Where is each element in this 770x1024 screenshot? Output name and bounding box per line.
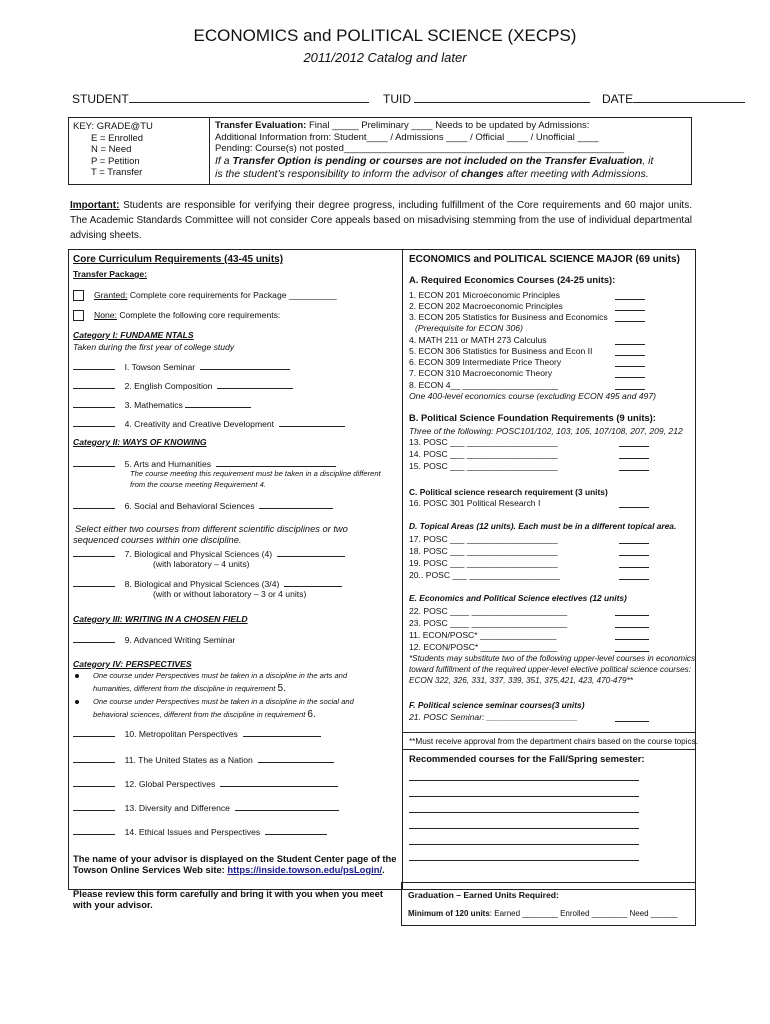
granted-label: Granted: xyxy=(94,290,128,300)
core-req-8[interactable] xyxy=(73,578,342,589)
elective-row[interactable]: 11. ECON/POSC* ________________ xyxy=(409,630,557,640)
core-req-7[interactable] xyxy=(73,548,345,559)
grade-blank[interactable] xyxy=(73,728,115,737)
grade-blank[interactable] xyxy=(615,336,645,345)
transfer-evaluation xyxy=(209,118,691,184)
catalog-subtitle: 2011/2012 Catalog and later xyxy=(303,50,467,65)
req-label: 4. Creativity and Creative Development xyxy=(124,419,275,429)
section-b-subtitle: Three of the following: POSC101/102, 103, 105, 107/108, 207, 209, 212 xyxy=(409,426,683,436)
bullet-icon xyxy=(75,674,79,678)
course-blank[interactable] xyxy=(217,380,293,389)
category-3-heading: Category III: WRITING IN A CHOSEN FIELD xyxy=(73,614,248,624)
section-a-title: A. Required Economics Courses (24-25 units): xyxy=(409,274,616,285)
grade-blank[interactable] xyxy=(619,438,649,447)
req-label: 11. The United States as a Nation xyxy=(124,755,253,765)
perspectives-bullet-2 xyxy=(75,697,354,707)
important-label: Important: xyxy=(70,200,120,211)
granted-option[interactable] xyxy=(73,290,337,301)
key-item: N = Need xyxy=(91,144,132,155)
core-req-6[interactable] xyxy=(73,500,333,511)
grade-blank[interactable] xyxy=(73,578,115,587)
bullet-text: humanities, different from the discipline in requirement xyxy=(93,684,278,693)
core-req-3[interactable] xyxy=(73,399,251,410)
core-req-5[interactable] xyxy=(73,458,336,469)
grade-blank[interactable] xyxy=(615,369,645,378)
econ-prereq-note: (Prerequisite for ECON 306) xyxy=(415,323,523,333)
req-label: 10. Metropolitan Perspectives xyxy=(124,729,238,739)
grade-blank[interactable] xyxy=(73,548,115,557)
posc-course-row[interactable]: 19. POSC ___ ___________________ xyxy=(409,558,558,568)
grade-blank[interactable] xyxy=(73,361,115,370)
transfer-line-3: Pending: Course(s) not posted_____________________________________________________ xyxy=(215,143,624,154)
elective-row[interactable]: 12. ECON/POSC* ________________ xyxy=(409,642,558,652)
grade-blank[interactable] xyxy=(619,547,649,556)
course-blank[interactable] xyxy=(243,728,321,737)
section-d-title: D. Topical Areas (12 units). Each must be in a different topical area. xyxy=(409,521,677,531)
key-item: T = Transfer xyxy=(91,167,143,178)
grade-blank[interactable] xyxy=(615,381,645,390)
recommended-course-line[interactable] xyxy=(409,772,639,781)
key-item: E = Enrolled xyxy=(91,132,144,144)
grade-blank[interactable] xyxy=(73,399,115,408)
student-field[interactable] xyxy=(72,92,369,106)
transfer-note-2 xyxy=(215,168,686,181)
course-blank[interactable] xyxy=(279,418,345,427)
req-5-note-2: from the course meeting Requirement 4. xyxy=(130,480,266,489)
transfer-line-1 xyxy=(215,120,686,132)
science-note-2: sequenced courses within one discipline. xyxy=(73,535,242,545)
grade-blank[interactable] xyxy=(73,754,115,763)
grade-blank[interactable] xyxy=(615,619,649,628)
advisor-note-2 xyxy=(73,865,385,875)
grade-blank[interactable] xyxy=(619,535,649,544)
course-blank[interactable] xyxy=(235,802,339,811)
note-text: is the student’s responsibility to inform the advisor of xyxy=(215,167,462,180)
grade-key xyxy=(73,121,207,179)
section-f-title: F. Political science seminar courses(3 units) xyxy=(409,700,585,710)
grade-blank[interactable] xyxy=(615,643,649,652)
req-label: 2. English Composition xyxy=(124,381,213,391)
bullet-text: One course under Perspectives must be taken in a discipline in the social and xyxy=(93,697,354,706)
core-req-10[interactable] xyxy=(73,728,321,739)
key-title: KEY: GRADE@TU xyxy=(73,121,153,132)
req-label: I. Towson Seminar xyxy=(124,362,196,372)
grade-blank[interactable] xyxy=(73,418,115,427)
recommended-course-line[interactable] xyxy=(409,788,639,797)
core-req-2[interactable] xyxy=(73,380,293,391)
grade-blank[interactable] xyxy=(619,499,649,508)
advisor-text: Towson Online Services Web site: xyxy=(73,864,228,875)
posc-course-row[interactable]: 18. POSC ___ ___________________ xyxy=(409,546,558,556)
none-label: None: xyxy=(94,310,117,320)
course-blank[interactable] xyxy=(185,399,251,408)
column-divider xyxy=(402,250,403,889)
grade-blank[interactable] xyxy=(619,559,649,568)
grade-blank[interactable] xyxy=(619,450,649,459)
note-text-bold: Transfer Option is pending or courses are not included on the Transfer Evaluation xyxy=(232,154,643,167)
core-req-11[interactable] xyxy=(73,754,334,765)
econ-course-row: 3. ECON 205 Statistics for Business and Economics xyxy=(409,312,608,322)
recommended-course-line[interactable] xyxy=(409,836,639,845)
req-label: 9. Advanced Writing Seminar xyxy=(124,635,236,645)
req-label: 5. Arts and Humanities xyxy=(124,459,212,469)
econ-course-row: 1. ECON 201 Microeconomic Principles xyxy=(409,290,560,300)
grade-blank[interactable] xyxy=(73,826,115,835)
course-blank[interactable] xyxy=(258,754,334,763)
grade-blank[interactable] xyxy=(615,347,645,356)
transfer-line-1-rest: Final _____ Preliminary ____ Needs to be updated by Admissions: xyxy=(306,120,590,131)
grade-blank[interactable] xyxy=(615,302,645,311)
econ-course-row: 6. ECON 309 Intermediate Price Theory xyxy=(409,357,562,367)
course-blank[interactable] xyxy=(265,826,327,835)
perspectives-bullet-1-cont xyxy=(93,684,286,694)
course-blank[interactable] xyxy=(200,361,290,370)
granted-text: Complete core requirements for Package __________ xyxy=(127,290,337,300)
grade-blank[interactable] xyxy=(73,802,115,811)
granted-checkbox[interactable] xyxy=(73,290,84,301)
section-divider xyxy=(402,732,695,733)
posc-course-row[interactable]: 15. POSC ___ ___________________ xyxy=(409,461,558,471)
key-transfer-box xyxy=(68,117,692,185)
grade-blank[interactable] xyxy=(615,313,645,322)
advisor-text: . xyxy=(382,864,385,875)
recommended-course-line[interactable] xyxy=(409,804,639,813)
min-units-label: Minimum of 120 units xyxy=(408,909,490,918)
grade-blank[interactable] xyxy=(619,571,649,580)
recommended-course-line[interactable] xyxy=(409,820,639,829)
category-4-heading: Category IV: PERSPECTIVES xyxy=(73,659,192,669)
category-1-heading: Category I: FUNDAME NTALS xyxy=(73,330,194,340)
review-note-1: Please review this form carefully and bring it with you when you meet xyxy=(73,888,383,899)
core-req-9[interactable] xyxy=(73,634,235,645)
note-text: after meeting with Admissions. xyxy=(503,167,649,180)
none-text: Complete the following core requirements: xyxy=(116,310,281,320)
elective-note-3: ECON 322, 326, 331, 337, 339, 351, 375,421, 423, 470-479** xyxy=(409,676,633,685)
econ-400-note: One 400-level economics course (excluding ECON 495 and 497) xyxy=(409,391,656,401)
bullet-number: 6. xyxy=(307,709,316,720)
category-1-note: Taken during the first year of college study xyxy=(73,342,235,352)
course-blank[interactable] xyxy=(216,458,336,467)
perspectives-bullet-1 xyxy=(75,671,347,681)
important-text: Students are responsible for verifying their degree progress, including fulfillment of the Core requirements and 60 major units. The Academic Standards Committee will not consider Core appeals based on misadvising stemming from the use of individual departmental advising sheets. xyxy=(70,200,692,241)
note-text: , it xyxy=(642,154,654,167)
req-label: 3. Mathematics xyxy=(124,400,183,410)
date-field[interactable] xyxy=(602,92,745,106)
req-label: 6. Social and Behavioral Sciences xyxy=(124,501,255,511)
req-7-sub: (with laboratory – 4 units) xyxy=(153,559,250,569)
date-label: DATE xyxy=(602,92,634,106)
bullet-icon xyxy=(75,700,79,704)
posc-course-row[interactable]: 13. POSC ___ ___________________ xyxy=(409,437,558,447)
none-checkbox[interactable] xyxy=(73,310,84,321)
grade-blank[interactable] xyxy=(73,380,115,389)
req-5-note-1: The course meeting this requirement must be taken in a discipline different xyxy=(130,469,381,478)
req-label: 13. Diversity and Difference xyxy=(124,803,230,813)
posc-course-row[interactable]: 20.. POSC ___ ___________________ xyxy=(409,570,560,580)
req-label: 8. Biological and Physical Sciences (3/4) xyxy=(124,579,280,589)
student-blank[interactable] xyxy=(129,94,369,103)
major-heading: ECONOMICS and POLITICAL SCIENCE MAJOR (69 units) xyxy=(409,254,680,265)
towson-login-link[interactable]: https://inside.towson.edu/psLogin/ xyxy=(227,864,383,875)
note-text-bold: changes xyxy=(461,167,504,180)
grade-blank[interactable] xyxy=(73,458,115,467)
grade-blank[interactable] xyxy=(615,358,645,367)
req-label: 14. Ethical Issues and Perspectives xyxy=(124,827,261,837)
graduation-units[interactable] xyxy=(408,909,678,919)
recommended-courses-title: Recommended courses for the Fall/Spring semester: xyxy=(409,753,645,764)
advisor-note-1: The name of your advisor is displayed on the Student Center page of the xyxy=(73,853,397,864)
note-text: If a xyxy=(215,154,233,167)
grade-blank[interactable] xyxy=(615,607,649,616)
posc-seminar-row[interactable]: 21. POSC Seminar: ___________________ xyxy=(409,712,578,722)
req-label: 7. Biological and Physical Sciences (4) xyxy=(124,549,273,559)
posc-course-row[interactable]: 17. POSC ___ ___________________ xyxy=(409,534,558,544)
section-divider xyxy=(402,749,695,750)
posc-course-row[interactable]: 14. POSC ___ ___________________ xyxy=(409,449,558,459)
core-req-14[interactable] xyxy=(73,826,327,837)
important-notice xyxy=(70,198,692,243)
econ-course-row: 7. ECON 310 Macroeconomic Theory xyxy=(409,368,553,378)
elective-note-1: *Students may substitute two of the following upper-level courses in economics xyxy=(409,654,696,663)
form-title: ECONOMICS and POLITICAL SCIENCE (XECPS) xyxy=(193,26,577,45)
tuid-label: TUID xyxy=(383,92,411,106)
grade-blank[interactable] xyxy=(619,462,649,471)
grade-blank[interactable] xyxy=(73,500,115,509)
course-blank[interactable] xyxy=(277,548,345,557)
tuid-field[interactable] xyxy=(383,92,590,106)
posc-301-row: 16. POSC 301 Political Research I xyxy=(409,498,541,508)
core-req-13[interactable] xyxy=(73,802,339,813)
review-note-2: with your advisor. xyxy=(73,899,153,910)
key-item: P = Petition xyxy=(91,155,140,167)
elective-note-2: toward fulfillment of the required upper-level elective political science courses: xyxy=(409,665,692,674)
econ-course-row: 5. ECON 306 Statistics for Business and Econ II xyxy=(409,346,593,356)
perspectives-bullet-2-cont xyxy=(93,710,316,720)
student-label: STUDENT xyxy=(72,92,129,106)
section-b-title: B. Political Science Foundation Requirements (9 units): xyxy=(409,412,656,423)
core-heading: Core Curriculum Requirements (43-45 units) xyxy=(73,254,284,265)
transfer-note-1 xyxy=(215,155,686,168)
grade-blank[interactable] xyxy=(615,291,645,300)
core-req-1[interactable] xyxy=(73,361,290,372)
req-8-sub: (with or without laboratory – 3 or 4 units) xyxy=(153,589,307,599)
grade-blank[interactable] xyxy=(615,713,649,722)
units-fields: : Earned ________ Enrolled ________ Need ______ xyxy=(489,909,678,918)
bullet-number: 5. xyxy=(277,683,286,694)
section-c-title: C. Political science research requirement (3 units) xyxy=(409,487,608,497)
transfer-label: Transfer Evaluation: xyxy=(215,120,307,131)
core-req-12[interactable] xyxy=(73,778,338,789)
econ-course-row: 2. ECON 202 Macroeconomic Principles xyxy=(409,301,563,311)
approval-note: **Must receive approval from the department chairs based on the course topics. xyxy=(409,737,698,746)
date-blank[interactable] xyxy=(633,94,745,103)
transfer-line-2: Additional Information from: Student____ / Admissions ____ / Official ____ / Unofficial ____ xyxy=(215,131,599,143)
tuid-blank[interactable] xyxy=(414,94,590,103)
graduation-box xyxy=(401,882,696,926)
bullet-text: behavioral sciences, different from the discipline in requirement xyxy=(93,710,308,719)
science-note-1: Select either two courses from different scientific disciplines or two xyxy=(75,524,348,534)
req-label: 12. Global Perspectives xyxy=(124,779,216,789)
grade-blank[interactable] xyxy=(73,778,115,787)
category-2-heading: Category II: WAYS OF KNOWING xyxy=(73,437,207,447)
elective-row[interactable]: 23. POSC ____ ____________________ xyxy=(409,618,568,628)
course-blank[interactable] xyxy=(284,578,342,587)
grade-blank[interactable] xyxy=(615,631,649,640)
transfer-package-label: Transfer Package: xyxy=(73,269,148,279)
econ-course-row: 4. MATH 211 or MATH 273 Calculus xyxy=(409,335,547,345)
section-e-title: E. Economics and Political Science electives (12 units) xyxy=(409,593,627,603)
none-option[interactable] xyxy=(73,310,280,321)
grade-blank[interactable] xyxy=(73,634,115,643)
elective-row[interactable]: 22. POSC ____ ____________________ xyxy=(409,606,568,616)
econ-course-row[interactable]: 8. ECON 4__ ____________________ xyxy=(409,380,559,390)
recommended-course-line[interactable] xyxy=(409,852,639,861)
course-blank[interactable] xyxy=(259,500,333,509)
course-blank[interactable] xyxy=(220,778,338,787)
graduation-title: Graduation – Earned Units Required: xyxy=(408,890,559,900)
core-req-4[interactable] xyxy=(73,418,345,429)
bullet-text: One course under Perspectives must be taken in a discipline in the arts and xyxy=(93,671,348,680)
